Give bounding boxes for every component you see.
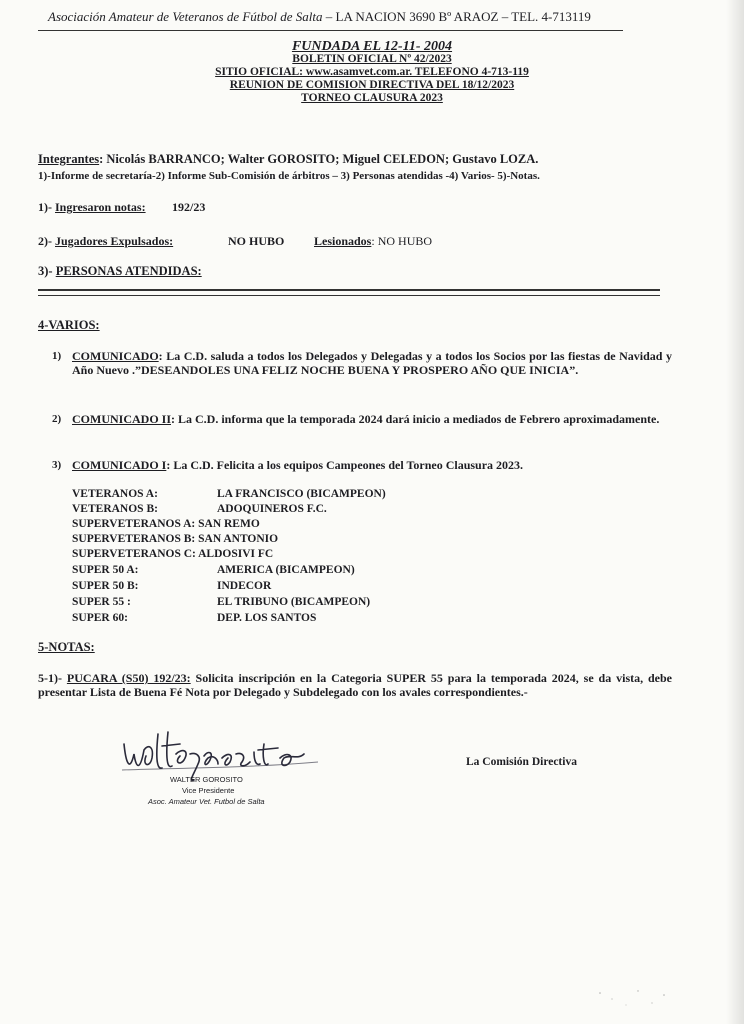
champion-team: DEP. LOS SANTOS [217,612,317,624]
stamp-role: Vice Presidente [182,786,235,795]
section-2: 2)- Jugadores Expulsados: [38,234,174,248]
champion-team: ADOQUINEROS F.C. [217,503,327,515]
section-3-label: PERSONAS ATENDIDAS: [55,264,202,278]
section-4-label: 4-VARIOS: [38,318,100,332]
association-address: – LA NACION 3690 Bº ARAOZ – TEL. 4-713119 [322,9,591,24]
champion-category: VETERANOS A: [72,488,158,500]
injured-label: Lesionados [314,234,372,248]
champion-team: AMERICA (BICAMPEON) [217,564,355,576]
section-1-value: 192/23 [172,200,206,214]
communique-2-title: COMUNICADO II [72,412,171,426]
members-label: Integrantes [38,152,100,166]
champion-category: VETERANOS B: [72,503,158,515]
note-5-1-title: PUCARA (S50) 192/23: [66,671,191,685]
note-5-1-prefix: 5-1)- [38,671,67,685]
champion-category: SUPERVETERANOS A: SAN REMO [72,518,260,530]
injured-value: : NO HUBO [371,234,433,248]
champion-team: INDECOR [217,580,272,592]
note-5-1-text: Solicita inscripción en la Categoria SUPER 55 para la temporada 2024, se da vista, debe presentar Lista de Buena Fé Nota por Delegado y Subdelegado con los avales correspondientes.- [38,671,672,699]
note-5-1 [38,671,672,699]
tournament-title: TORNEO CLAUSURA 2023 [301,92,443,104]
communique-3-text: : La C.D. Felicita a los equipos Campeones del Torneo Clausura 2023. [166,458,524,472]
bulletin-number: BOLETIN OFICIAL Nº 42/2023 [292,53,452,65]
champion-category: SUPER 55 : [72,596,131,608]
section-rule-1 [38,289,660,291]
injured-line [314,234,432,249]
section-1: 1)- Ingresaron notas: [38,200,146,214]
champion-team: LA FRANCISCO (BICAMPEON) [217,488,386,500]
expelled-value: NO HUBO [228,234,285,248]
scan-specks [590,985,680,1010]
stamp-organization: Asoc. Amateur Vet. Futbol de Salta [148,797,265,806]
association-name: Asociación Amateur de Veteranos de Fútbol de Salta [48,9,323,24]
section-3: 3)- PERSONAS ATENDIDAS: [38,264,202,278]
champion-category: SUPER 60: [72,612,128,624]
members-names: : Nicolás BARRANCO; Walter GOROSITO; Miguel CELEDON; Gustavo LOZA. [99,152,539,166]
champion-category: SUPER 50 A: [72,564,139,576]
champion-category: SUPER 50 B: [72,580,139,592]
communique-2-text: : La C.D. informa que la temporada 2024 dará inicio a mediados de Febrero aproximadamente. [171,412,660,426]
letterhead-rule [38,30,623,31]
champion-category: SUPERVETERANOS C: ALDOSIVI FC [72,548,274,560]
section-2-label: Jugadores Expulsados: [55,234,174,248]
scan-edge-shadow [726,0,744,1024]
communique-1 [72,349,672,377]
communique-1-title: COMUNICADO [72,349,159,363]
section-rule-2 [38,295,660,296]
agenda-line: 1)-Informe de secretaría-2) Informe Sub-Comisión de árbitros – 3) Personas atendidas -4) Varios- 5)-Notas. [38,170,540,182]
item-1-number: 1) [52,350,62,362]
champion-category: SUPERVETERANOS B: SAN ANTONIO [72,533,279,545]
section-1-label: Ingresaron notas: [55,200,146,214]
letterhead [48,9,591,25]
communique-2 [72,412,672,426]
communique-3-title: COMUNICADO I [72,458,167,472]
founded-date: FUNDADA EL 12-11- 2004 [291,39,453,54]
section-5-label: 5-NOTAS: [38,640,95,654]
official-site: SITIO OFICIAL: www.asamvet.com.ar. TELEFONO 4-713-119 [215,66,529,78]
item-2-number: 2) [52,413,62,425]
members-line [38,152,538,167]
item-3-number: 3) [52,459,62,471]
stamp-name: WALTER GOROSITO [170,775,243,784]
closing-signature: La Comisión Directiva [466,756,577,768]
champion-team: EL TRIBUNO (BICAMPEON) [217,596,371,608]
communique-1-text: : La C.D. saluda a todos los Delegados y Delegadas y a todos los Socios por las fiestas de Navidad y Año Nuevo .”DESEANDOLES UNA FELIZ NOCHE BUENA Y PROSPERO AÑO QUE INICIA”. [72,349,672,377]
bulletin-header [0,40,744,105]
meeting-title: REUNION DE COMISION DIRECTIVA DEL 18/12/2023 [229,79,515,91]
communique-3 [72,458,672,472]
